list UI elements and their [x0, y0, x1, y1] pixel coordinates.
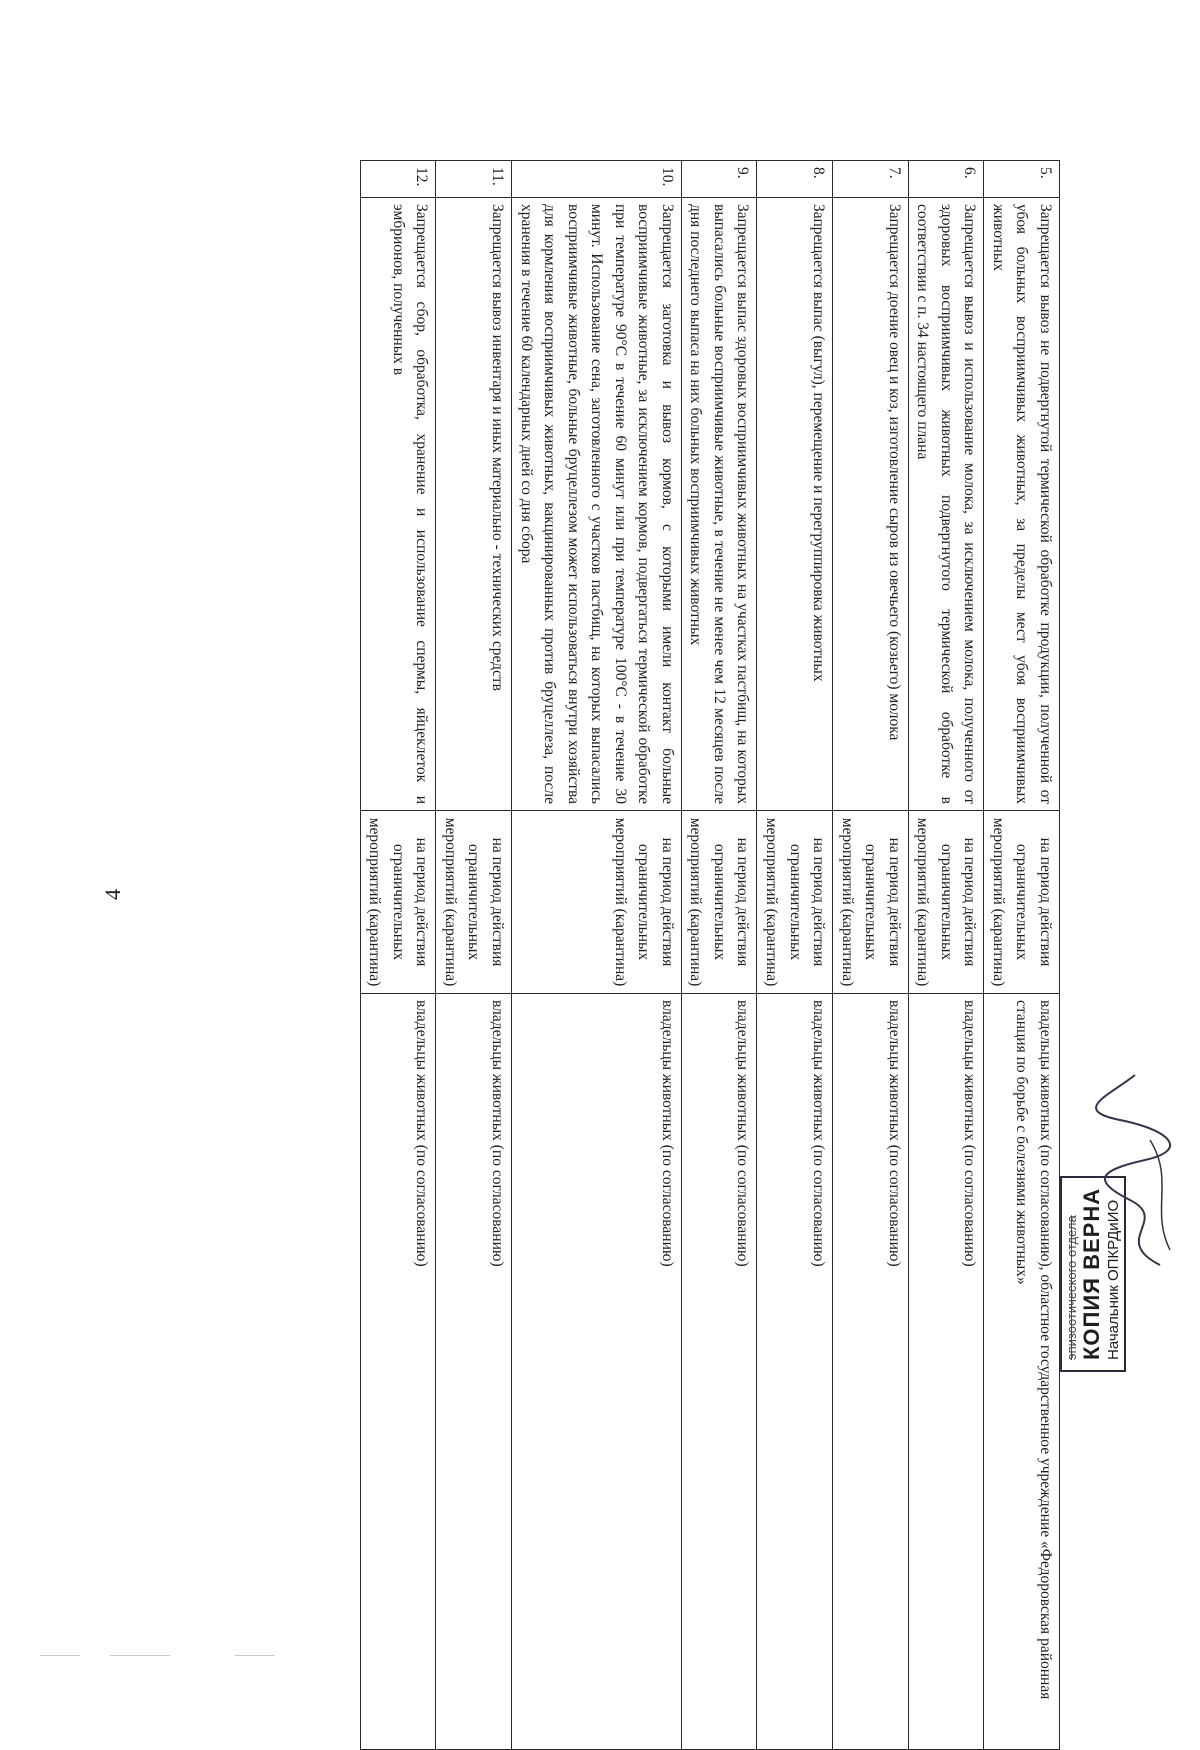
certification-stamp [1050, 1070, 1190, 1390]
period-cell: на период действия ограничительных мероприятий (карантина) [681, 811, 757, 994]
table-row [436, 161, 512, 1750]
measure-cell: Запрещается выпас (выгул), перемещение и перегруппировка животных [757, 198, 833, 811]
measures-table [360, 160, 1060, 1750]
responsible-cell: владельцы животных (по согласованию) [511, 994, 681, 1750]
measure-cell: Запрещается доение овец и коз, изготовление сыров из овечьего (козьего) молока [833, 198, 909, 811]
period-cell: на период действия ограничительных мероприятий (карантина) [436, 811, 512, 994]
responsible-cell: владельцы животных (по согласованию) [360, 994, 436, 1750]
table-row [908, 161, 984, 1750]
responsible-cell: владельцы животных (по согласованию) [833, 994, 909, 1750]
page-number: 4 [100, 889, 125, 900]
period-cell: на период действия ограничительных мероприятий (карантина) [360, 811, 436, 994]
scan-artifact [235, 1655, 275, 1656]
signature-image [1090, 1070, 1180, 1270]
period-cell: на период действия ограничительных мероприятий (карантина) [908, 811, 984, 994]
measure-cell: Запрещается выпас здоровых восприимчивых животных на участках пастбищ, на которых выпасались больные восприимчивые животные, в течение не менее чем 12 месяцев после дня последнего выпаса на них больных восприимчивых животных [681, 198, 757, 811]
period-cell: на период действия ограничительных мероприятий (карантина) [984, 811, 1060, 994]
table-row [681, 161, 757, 1750]
row-number-cell: 7. [833, 161, 909, 198]
stamp-line-department: эпизоотического отдела [1064, 1215, 1079, 1360]
table-row [833, 161, 909, 1750]
table-row [511, 161, 681, 1750]
measure-cell: Запрещается заготовка и вывоз кормов, с которыми имели контакт больные восприимчивые животные, за исключением кормов, подвергаться термической обработке при температуре 90°С в течение 60 минут или при температуре 100°С - в течение 30 минут. Использование сена, заготовленного с участков пастбищ, на которых выпасались восприимчивые животные, больные бруцеллезом может использоваться внутри хозяйства для кормления восприимчивых животных, вакцинированных против бруцеллеза, после хранения в течение 60 календарных дней со дня сбора [511, 198, 681, 811]
row-number-cell: 10. [511, 161, 681, 198]
measure-cell: Запрещается вывоз не подвергнутой термической обработке продукции, полученной от убоя больных восприимчивых животных, за пределы мест убоя восприимчивых животных [984, 198, 1060, 811]
responsible-cell: владельцы животных (по согласованию) [757, 994, 833, 1750]
period-cell: на период действия ограничительных мероприятий (карантина) [757, 811, 833, 994]
responsible-cell: владельцы животных (по согласованию) [436, 994, 512, 1750]
responsible-cell: владельцы животных (по согласованию), областное государственное учреждение «Федоровская районная станция по борьбе с болезнями животных» [984, 994, 1060, 1750]
period-cell: на период действия ограничительных мероприятий (карантина) [833, 811, 909, 994]
period-cell: на период действия ограничительных мероприятий (карантина) [511, 811, 681, 994]
responsible-cell: владельцы животных (по согласованию) [681, 994, 757, 1750]
table-row [757, 161, 833, 1750]
responsible-cell: владельцы животных (по согласованию) [908, 994, 984, 1750]
row-number-cell: 5. [984, 161, 1060, 198]
table-row [360, 161, 436, 1750]
scan-artifact [40, 1655, 80, 1656]
stamp-line-certified: КОПИЯ ВЕРНА [1079, 1187, 1104, 1360]
row-number-cell: 6. [908, 161, 984, 198]
row-number-cell: 12. [360, 161, 436, 198]
measure-cell: Запрещается сбор, обработка, хранение и использование спермы, яйцеклеток и эмбрионов, полученных в [360, 198, 436, 811]
stamp-line-head: Начальник ОПКРДиИО [1105, 1199, 1122, 1360]
scan-artifact [110, 1655, 170, 1656]
document-sheet [140, 160, 1060, 1750]
row-number-cell: 8. [757, 161, 833, 198]
measure-cell: Запрещается вывоз инвентаря и иных материально - технических средств [436, 198, 512, 811]
table-row [984, 161, 1060, 1750]
measure-cell: Запрещается вывоз и использование молока, за исключением молока, полученного от здоровых восприимчивых животных подвергнутого термической обработке в соответствии с п. 34 настоящего плана [908, 198, 984, 811]
row-number-cell: 9. [681, 161, 757, 198]
row-number-cell: 11. [436, 161, 512, 198]
